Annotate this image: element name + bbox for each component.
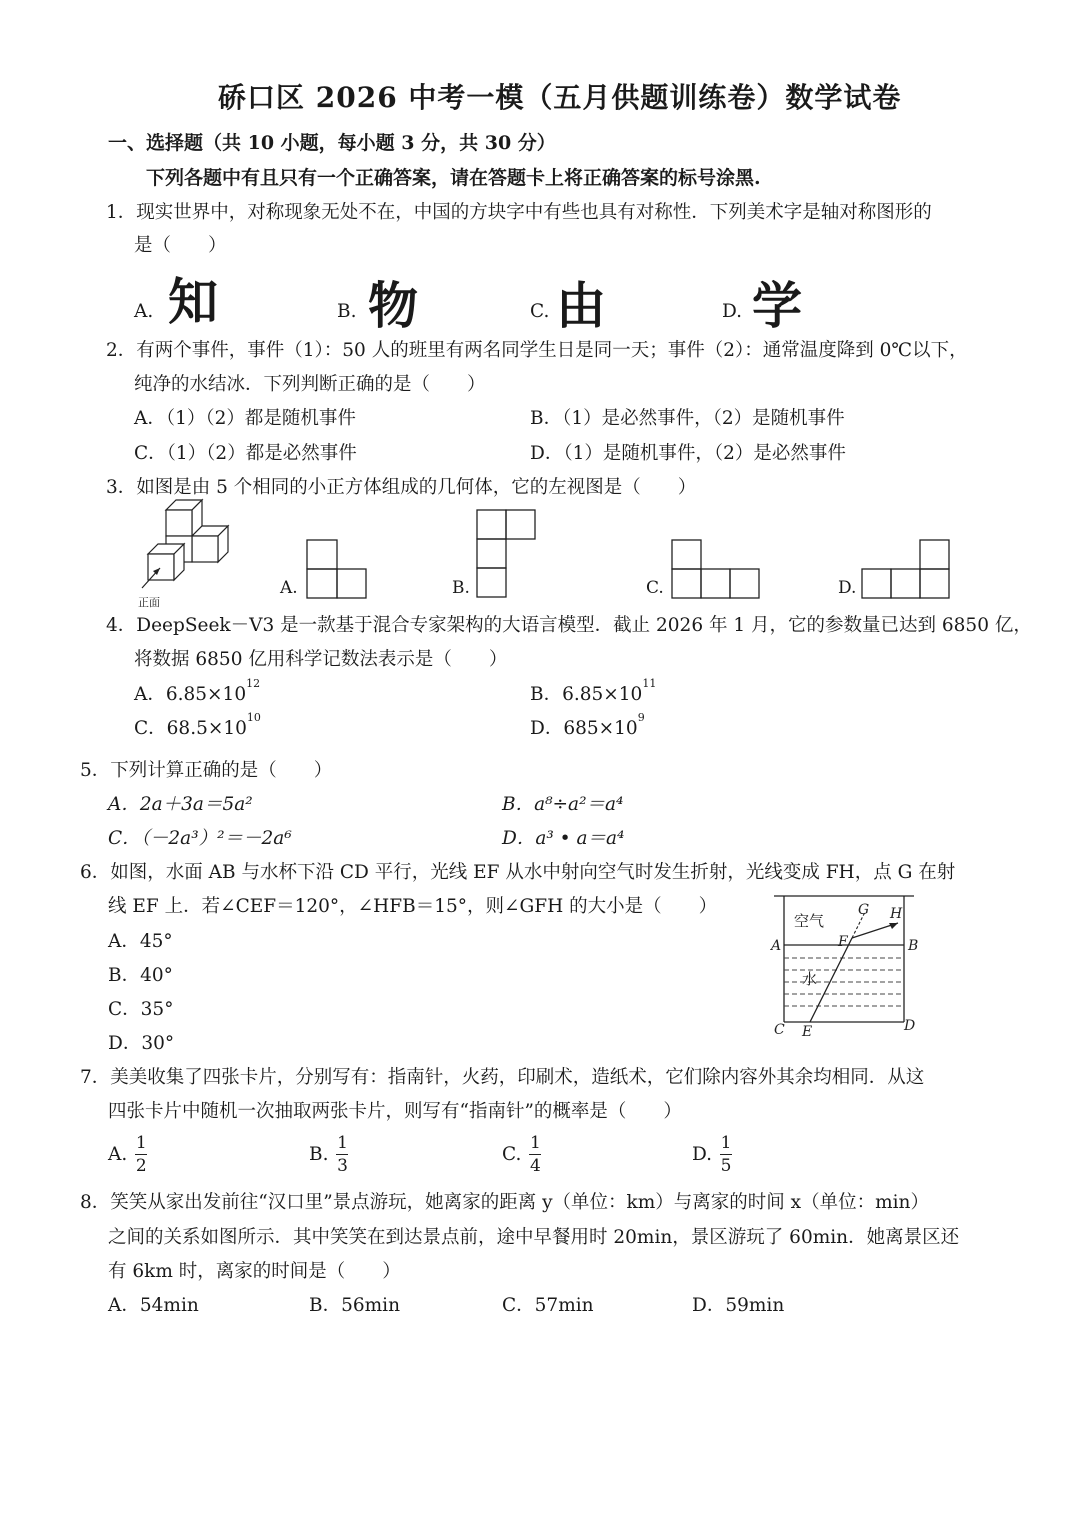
q6-line2: 线 EF 上．若∠CEF＝120°，∠HFB＝15°，则∠GFH 的大小是（ ） — [108, 896, 718, 917]
q2-option-c: C．（1）（2）都是必然事件 — [134, 443, 357, 464]
q5-option-c: C．（－2a³）²＝－2a⁶ — [108, 828, 292, 849]
q1-option-c-label: C. — [530, 301, 550, 322]
q5-line1: 5．下列计算正确的是（ ） — [80, 760, 333, 781]
q1-option-a-label: A. — [134, 301, 154, 322]
q7-line1: 7．美美收集了四张卡片，分别写有：指南针，火药，印刷术，造纸术，它们除内容外其余均相同．从这 — [80, 1067, 925, 1088]
q8-line1: 8．笑笑从家出发前往“汉口里”景点游玩，她离家的距离 y（单位：km）与离家的时间 x（单位：min） — [80, 1192, 929, 1213]
q6-fig-water: 水 — [802, 970, 818, 988]
q6-line1: 6．如图，水面 AB 与水杯下沿 CD 平行，光线 EF 从水中射向空气时发生折射，光线变成 FH，点 G 在射 — [80, 862, 956, 883]
q6-fig-air: 空气 — [794, 912, 825, 930]
q8-line2: 之间的关系如图所示．其中笑笑在到达景点前，途中早餐用时 20min，景区游玩了 60min．她离景区还 — [108, 1227, 960, 1248]
q2-option-a: A．（1）（2）都是随机事件 — [134, 408, 356, 429]
q4-option-d: D．$685\times 10^9$ — [530, 711, 645, 739]
q4-option-a: A．$6.85\times 10^{12}$ — [134, 677, 261, 705]
q3-option-d-figure — [860, 538, 954, 600]
q2-option-b: B．（1）是必然事件，（2）是随机事件 — [530, 408, 845, 429]
q7-option-b: B. $\frac{1}{3}$ — [309, 1133, 348, 1176]
q8-option-d: D．59min — [692, 1295, 785, 1316]
q5-option-a: A．2a＋3a＝5a² — [108, 794, 253, 815]
section-instruction: 下列各题中有且只有一个正确答案，请在答题卡上将正确答案的标号涂黑. — [146, 167, 761, 189]
q8-option-a: A．54min — [108, 1295, 199, 1316]
q1-option-b-label: B. — [337, 301, 357, 322]
q3-option-d-label: D. — [838, 578, 857, 598]
q6-fig-point-f: F — [838, 934, 848, 950]
q2-line1: 2．有两个事件，事件（1）：50 人的班里有两名同学生日是同一天；事件（2）：通常温度降到 0℃以下， — [106, 340, 968, 361]
q6-option-a: A．45° — [108, 931, 173, 952]
q1-option-a-glyph: 知 — [168, 273, 218, 331]
q7-option-d: D. $\frac{1}{5}$ — [692, 1133, 732, 1176]
q7-line2: 四张卡片中随机一次抽取两张卡片，则写有“指南针”的概率是（ ） — [108, 1101, 682, 1122]
page-title: 硚口区 2026 中考一模（五月供题训练卷）数学试卷 — [218, 81, 902, 114]
q3-front-label: 正面 — [138, 596, 160, 609]
q6-cup-figure — [770, 890, 930, 1040]
q4-line2: 将数据 6850 亿用科学记数法表示是（ ） — [134, 649, 508, 670]
q1-option-d-glyph: 学 — [752, 277, 802, 335]
q3-option-b-figure — [475, 508, 539, 600]
q8-option-b: B．56min — [309, 1295, 401, 1316]
q8-line3: 有 6km 时，离家的时间是（ ） — [108, 1261, 401, 1282]
q1-option-d-label: D. — [722, 301, 743, 322]
q4-line1: 4．DeepSeek－V3 是一款基于混合专家架构的大语言模型．截止 2026 年 1 月，它的参数量已达到 6850 亿， — [106, 615, 1032, 636]
q6-option-c: C．35° — [108, 999, 174, 1020]
q2-option-d: D．（1）是随机事件，（2）是必然事件 — [530, 443, 846, 464]
q6-fig-point-b: B — [908, 938, 919, 954]
q3-line1: 3．如图是由 5 个相同的小正方体组成的几何体，它的左视图是（ ） — [106, 477, 697, 498]
q6-fig-point-c: C — [774, 1022, 785, 1038]
q3-option-a-label: A. — [280, 578, 298, 598]
q3-option-c-label: C. — [646, 578, 664, 598]
q6-fig-point-e: E — [802, 1024, 813, 1040]
q7-option-c: C. $\frac{1}{4}$ — [502, 1133, 541, 1176]
q2-line2: 纯净的水结冰．下列判断正确的是（ ） — [134, 374, 486, 395]
q4-option-c: C．$68.5\times 10^{10}$ — [134, 711, 261, 739]
q1-line1: 1．现实世界中，对称现象无处不在，中国的方块字中有些也具有对称性．下列美术字是轴对称图形的 — [106, 202, 932, 223]
q6-option-d: D．30° — [108, 1033, 175, 1054]
q6-fig-point-h: H — [890, 906, 903, 922]
q4-option-b: B．$6.85\times 10^{11}$ — [530, 677, 657, 705]
section-heading: 一、选择题（共 10 小题，每小题 3 分，共 30 分） — [108, 132, 556, 154]
q3-option-c-figure — [670, 538, 764, 600]
q3-option-a-figure — [305, 538, 369, 600]
q6-fig-point-a: A — [771, 938, 782, 954]
q1-option-b-glyph: 物 — [368, 277, 418, 335]
q6-option-b: B．40° — [108, 965, 173, 986]
q5-option-b: B．a⁸÷a²＝a⁴ — [502, 794, 624, 815]
q1-option-c-glyph: 由 — [556, 277, 606, 335]
q1-line2: 是（ ） — [134, 235, 227, 256]
q6-fig-point-d: D — [904, 1018, 916, 1034]
q8-option-c: C．57min — [502, 1295, 594, 1316]
q6-fig-point-g: G — [858, 902, 870, 918]
q3-option-b-label: B. — [452, 578, 470, 598]
q5-option-d: D．a³ • a＝a⁴ — [502, 828, 625, 849]
q7-option-a: A. $\frac{1}{2}$ — [108, 1133, 147, 1176]
q3-cube-figure — [136, 498, 240, 610]
